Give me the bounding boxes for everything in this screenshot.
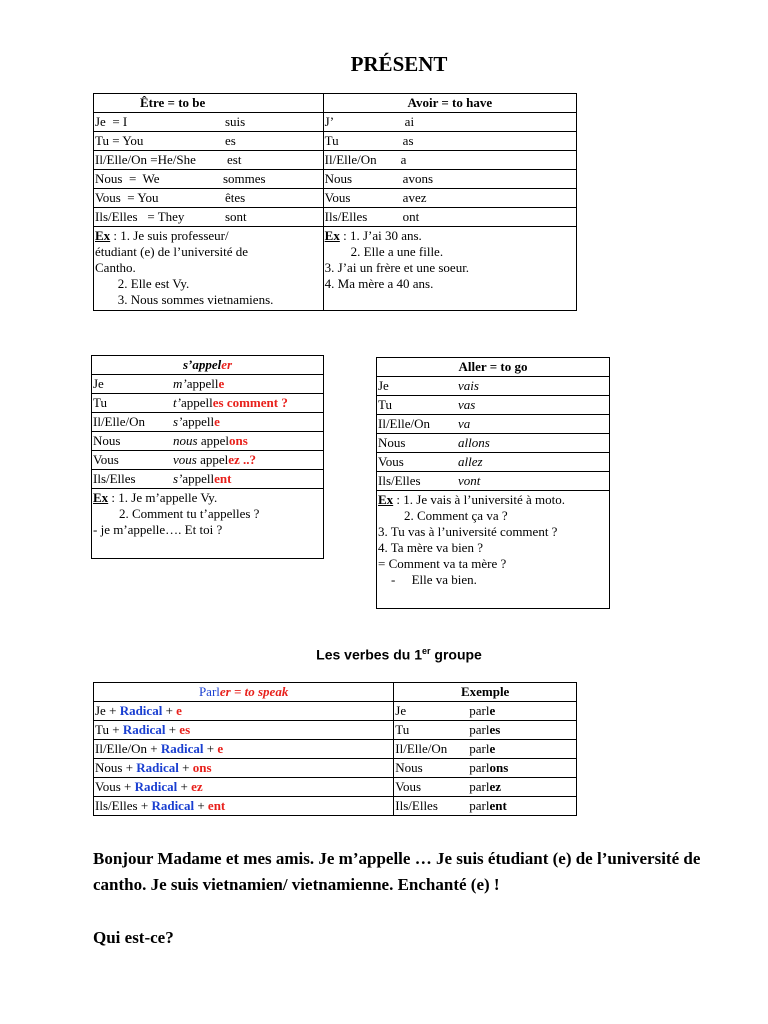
table-row: Vous + Radical + ez Vous parlez	[94, 778, 577, 797]
table-row: Tu t’appelles comment ?	[92, 394, 324, 413]
pronoun: Ils/Elles	[93, 471, 136, 486]
etre-examples: Ex : 1. Je suis professeur/ étudiant (e) de l’université de Cantho. 2. Elle est Vy. 3. Nous sommes vietnamiens.	[94, 227, 324, 311]
section-heading: Les verbes du 1er groupe	[316, 646, 482, 663]
etre-avoir-table	[93, 93, 577, 311]
examples-row	[377, 491, 610, 609]
table-row: Nous nous appelons	[92, 432, 324, 451]
verb-form: vont	[458, 473, 481, 488]
pronoun: Vous	[93, 452, 119, 467]
pronoun: Ils/Elles = They	[95, 209, 185, 224]
verb-form: allez	[458, 454, 483, 469]
verb-form: vais	[458, 378, 479, 393]
question-line: Qui est-ce?	[93, 928, 174, 947]
etre-header: Être = to be	[94, 94, 324, 113]
pronoun: Il/Elle/On =He/She	[95, 152, 196, 167]
examples-row	[92, 489, 324, 559]
pronoun: Nous	[93, 433, 121, 448]
table-row	[94, 151, 577, 170]
aller-header: Aller = to go	[377, 358, 610, 377]
pronoun: J’	[324, 114, 335, 129]
table-row: Vous vous appelez ..?	[92, 451, 324, 470]
appeler-table	[91, 355, 324, 559]
pronoun: Il/Elle/On	[324, 152, 377, 167]
verb-form: avez	[402, 190, 427, 205]
table-row	[377, 453, 610, 472]
table-row	[94, 208, 577, 227]
pronoun: Nous = We	[95, 171, 160, 186]
table-row: Ils/Elles + Radical + ent Ils/Elles parlent	[94, 797, 577, 816]
intro-paragraph: Bonjour Madame et mes amis. Je m’appelle … Je suis étudiant (e) de l’université de cantho. Je suis vietnamien/ vietnamienne. Enchanté (e) !	[93, 849, 701, 894]
table-row	[94, 132, 577, 151]
pronoun: Je	[93, 376, 104, 391]
pronoun: Nous	[378, 435, 406, 450]
table-header-row	[94, 683, 577, 702]
pronoun: Il/Elle/On	[378, 416, 430, 431]
verb-form: vas	[458, 397, 476, 412]
pronoun: Tu = You	[95, 133, 144, 148]
table-header-row	[92, 356, 324, 375]
pronoun: Nous	[324, 171, 353, 186]
table-row: Il/Elle/On + Radical + e Il/Elle/On parle	[94, 740, 577, 759]
table-header-row	[377, 358, 610, 377]
table-row: Nous + Radical + ons Nous parlons	[94, 759, 577, 778]
table-row	[377, 472, 610, 491]
pronoun: Ils/Elles	[378, 473, 421, 488]
pronoun: Vous	[324, 190, 351, 205]
verb-form: as	[402, 133, 414, 148]
verb-form: ai	[404, 114, 415, 129]
table-row	[377, 377, 610, 396]
parler-header: Parler = to speak	[94, 683, 394, 702]
table-header-row	[94, 94, 577, 113]
table-row: Tu + Radical + es Tu parles	[94, 721, 577, 740]
verb-form: allons	[458, 435, 490, 450]
table-row	[377, 396, 610, 415]
table-row	[94, 113, 577, 132]
examples-row	[94, 227, 577, 311]
verb-form: suis	[225, 114, 246, 129]
table-row: Je m’appelle	[92, 375, 324, 394]
pronoun: Il/Elle/On	[93, 414, 145, 429]
verb-form: sommes	[223, 171, 266, 186]
pronoun: Ils/Elles	[324, 209, 368, 224]
table-row: Ils/Elles s’appellent	[92, 470, 324, 489]
table-row	[377, 434, 610, 453]
verb-form: a	[400, 152, 407, 167]
pronoun: Vous = You	[95, 190, 159, 205]
verb-form: avons	[402, 171, 434, 186]
page-title: PRÉSENT	[350, 52, 448, 76]
pronoun: Tu	[324, 133, 339, 148]
table-row	[94, 170, 577, 189]
avoir-header: Avoir = to have	[323, 94, 576, 113]
verb-form: êtes	[225, 190, 246, 205]
verb-form: ont	[402, 209, 420, 224]
table-row	[94, 189, 577, 208]
aller-table	[376, 357, 610, 609]
aller-examples: Ex : 1. Je vais à l’université à moto. 2. Comment ça va ? 3. Tu vas à l’université comment ? 4. Ta mère va bien ? = Comment va ta mère ? - Elle va bien.	[377, 491, 610, 609]
verb-form: sont	[225, 209, 247, 224]
pronoun: Je = I	[95, 114, 128, 129]
pronoun: Vous	[378, 454, 404, 469]
verb-form: va	[458, 416, 471, 431]
table-row: Je + Radical + e Je parle	[94, 702, 577, 721]
verb-form: es	[225, 133, 236, 148]
pronoun: Tu	[378, 397, 392, 412]
table-row: Il/Elle/On s’appelle	[92, 413, 324, 432]
pronoun: Je	[378, 378, 389, 393]
appeler-examples: Ex : 1. Je m’appelle Vy. 2. Comment tu t’appelles ? - je m’appelle…. Et toi ?	[92, 489, 324, 559]
exemple-header: Exemple	[394, 683, 577, 702]
group1-table	[93, 682, 577, 816]
avoir-examples: Ex : 1. J’ai 30 ans. 2. Elle a une fille. 3. J’ai un frère et une soeur. 4. Ma mère a 40 ans.	[323, 227, 576, 311]
pronoun: Tu	[93, 395, 107, 410]
table-row	[377, 415, 610, 434]
verb-form: est	[227, 152, 242, 167]
appeler-header: s’appeler	[92, 356, 324, 375]
